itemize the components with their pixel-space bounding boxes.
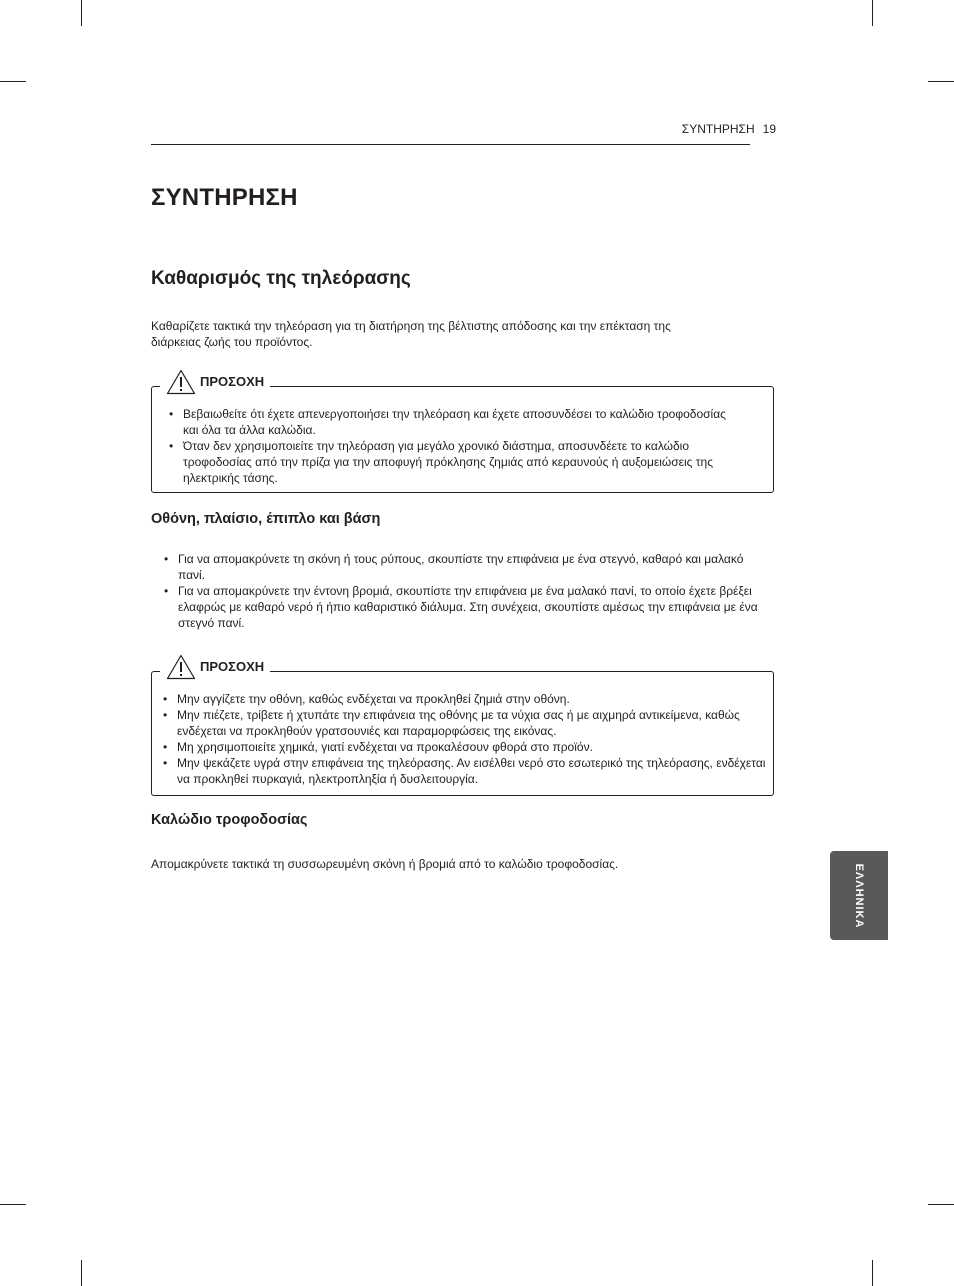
list-item: • Βεβαιωθείτε ότι έχετε απενεργοποιήσει την τηλεόραση και έχετε αποσυνδέσει το καλώδιο τροφοδοσίας και όλα τα άλλα καλώδια. bbox=[168, 406, 743, 438]
section-heading-cleaning: Καθαρισμός της τηλεόρασης bbox=[151, 268, 411, 289]
crop-mark bbox=[872, 1260, 873, 1286]
warning-triangle-icon bbox=[166, 654, 196, 680]
caution-label: ΠΡΟΣΟΧΗ bbox=[200, 659, 265, 674]
crop-mark bbox=[928, 1204, 954, 1205]
power-cord-paragraph: Απομακρύνετε τακτικά τη συσσωρευμένη σκόνη ή βρομιά από το καλώδιο τροφοδοσίας. bbox=[151, 857, 619, 871]
crop-mark bbox=[81, 1260, 82, 1286]
language-tab-label: ΕΛΛΗΝΙΚΑ bbox=[853, 863, 865, 928]
list-item: • Μη χρησιμοποιείτε χημικά, γιατί ενδέχεται να προκαλέσουν φθορά στο προϊόν. bbox=[162, 739, 767, 755]
caution-legend bbox=[160, 652, 270, 680]
caution-list bbox=[152, 672, 773, 787]
list-item: • Μην ψεκάζετε υγρά στην επιφάνεια της τηλεόρασης. Αν εισέλθει νερό στο εσωτερικό της τηλεόρασης, ενδέχεται να προκληθεί πυρκαγιά, ηλεκτροπληξία ή δυσλειτουργία. bbox=[162, 755, 767, 787]
list-item: • Για να απομακρύνετε την έντονη βρομιά, σκουπίστε την επιφάνεια με ένα μαλακό πανί, το οποίο έχετε βρέξει ελαφρώς με καθαρό νερό ή ήπιο καθαριστικό διάλυμα. Στη συνέχεια, σκουπίστε αμέσως την επιφάνεια με ένα στεγνό πανί. bbox=[163, 583, 773, 631]
page-number: 19 bbox=[762, 122, 776, 136]
page-title: ΣΥΝΤΗΡΗΣΗ bbox=[151, 184, 298, 211]
caution-label: ΠΡΟΣΟΧΗ bbox=[200, 374, 265, 389]
caution-list bbox=[152, 387, 773, 486]
section-heading-power-cord: Καλώδιο τροφοδοσίας bbox=[151, 812, 308, 828]
header-rule bbox=[151, 144, 750, 145]
caution-box bbox=[151, 659, 774, 796]
running-header bbox=[560, 122, 776, 136]
crop-mark bbox=[928, 81, 954, 82]
running-header-section: ΣΥΝΤΗΡΗΣΗ bbox=[681, 122, 755, 136]
crop-mark bbox=[81, 0, 82, 26]
crop-mark bbox=[872, 0, 873, 26]
caution-legend bbox=[160, 367, 270, 395]
intro-paragraph bbox=[151, 318, 751, 350]
section-heading-screen: Οθόνη, πλαίσιο, έπιπλο και βάση bbox=[151, 511, 381, 527]
intro-line: διάρκειας ζωής του προϊόντος. bbox=[151, 335, 313, 349]
intro-line: Καθαρίζετε τακτικά την τηλεόραση για τη διατήρηση της βέλτιστης απόδοσης και την επέκταση της bbox=[151, 319, 671, 333]
list-item: • Μην πιέζετε, τρίβετε ή χτυπάτε την επιφάνεια της οθόνης με τα νύχια σας ή με αιχμηρά αντικείμενα, καθώς ενδέχεται να προκληθούν γρατσουνιές και παραμορφώσεις της εικόνας. bbox=[162, 707, 767, 739]
crop-mark bbox=[0, 1204, 26, 1205]
crop-mark bbox=[0, 81, 26, 82]
list-item: • Για να απομακρύνετε τη σκόνη ή τους ρύπους, σκουπίστε την επιφάνεια με ένα στεγνό, καθαρό και μαλακό πανί. bbox=[163, 551, 773, 583]
warning-triangle-icon bbox=[166, 369, 196, 395]
screen-cleaning-list bbox=[163, 551, 773, 631]
list-item: • Μην αγγίζετε την οθόνη, καθώς ενδέχεται να προκληθεί ζημιά στην οθόνη. bbox=[162, 691, 767, 707]
list-item: • Όταν δεν χρησιμοποιείτε την τηλεόραση για μεγάλο χρονικό διάστημα, αποσυνδέετε το καλώδιο τροφοδοσίας από την πρίζα για την αποφυγή πρόκλησης ζημιάς από κεραυνούς ή αυξομειώσεις της ηλεκτρικής τάσης. bbox=[168, 438, 743, 486]
language-tab bbox=[830, 851, 888, 940]
caution-box bbox=[151, 374, 774, 493]
